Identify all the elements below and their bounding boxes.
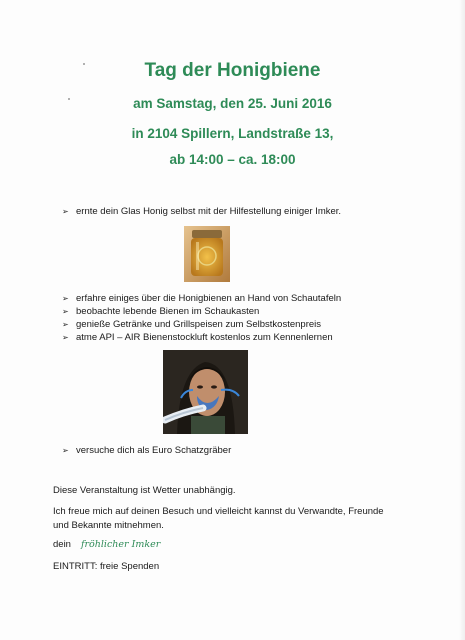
bullet-item — [62, 293, 341, 304]
bullet-text: versuche dich als Euro Schatzgräber — [76, 445, 232, 456]
honey-jar-photo — [184, 226, 230, 282]
bullet-text: erfahre einiges über die Honigbienen an Hand von Schautafeln — [76, 293, 342, 304]
weather-note: Diese Veranstaltung ist Wetter unabhängig. — [53, 485, 236, 496]
breathing-mask-photo — [163, 350, 248, 434]
bullet-item — [62, 445, 231, 456]
bullet-text: atme API – AIR Bienenstockluft kostenlos zum Kennenlernen — [76, 332, 333, 343]
bullet-item — [62, 319, 321, 330]
bullet-item — [62, 332, 333, 343]
bullet-item — [62, 206, 341, 217]
bullet-arrow-icon: ➢ — [62, 294, 69, 303]
bullet-arrow-icon: ➢ — [62, 207, 69, 216]
flyer-title: Tag der Honigbiene — [144, 60, 321, 81]
signoff — [53, 538, 160, 552]
bullet-text: genieße Getränke und Grillspeisen zum Selbstkostenpreis — [76, 319, 322, 330]
bullet-arrow-icon: ➢ — [62, 320, 69, 329]
address-line: in 2104 Spillern, Landstraße 13, — [131, 126, 334, 141]
bullet-arrow-icon: ➢ — [62, 307, 69, 316]
date-line: am Samstag, den 25. Juni 2016 — [133, 96, 332, 111]
invitation-text: Ich freue mich auf deinen Besuch und vielleicht kannst du Verwandte, Freunde und Bekannte mitnehmen. — [53, 506, 384, 531]
bullet-arrow-icon: ➢ — [62, 446, 69, 455]
bullet-text: beobachte lebende Bienen im Schaukasten — [76, 306, 260, 317]
time-line: ab 14:00 – ca. 18:00 — [169, 152, 296, 167]
bullet-arrow-icon: ➢ — [62, 333, 69, 342]
entry-fee: EINTRITT: freie Spenden — [53, 561, 160, 572]
signature: fröhlicher Imker — [80, 539, 161, 550]
signoff-prefix: dein — [53, 539, 71, 550]
bullet-text: ernte dein Glas Honig selbst mit der Hilfestellung einiger Imker. — [76, 206, 342, 217]
bullet-item — [62, 306, 259, 317]
